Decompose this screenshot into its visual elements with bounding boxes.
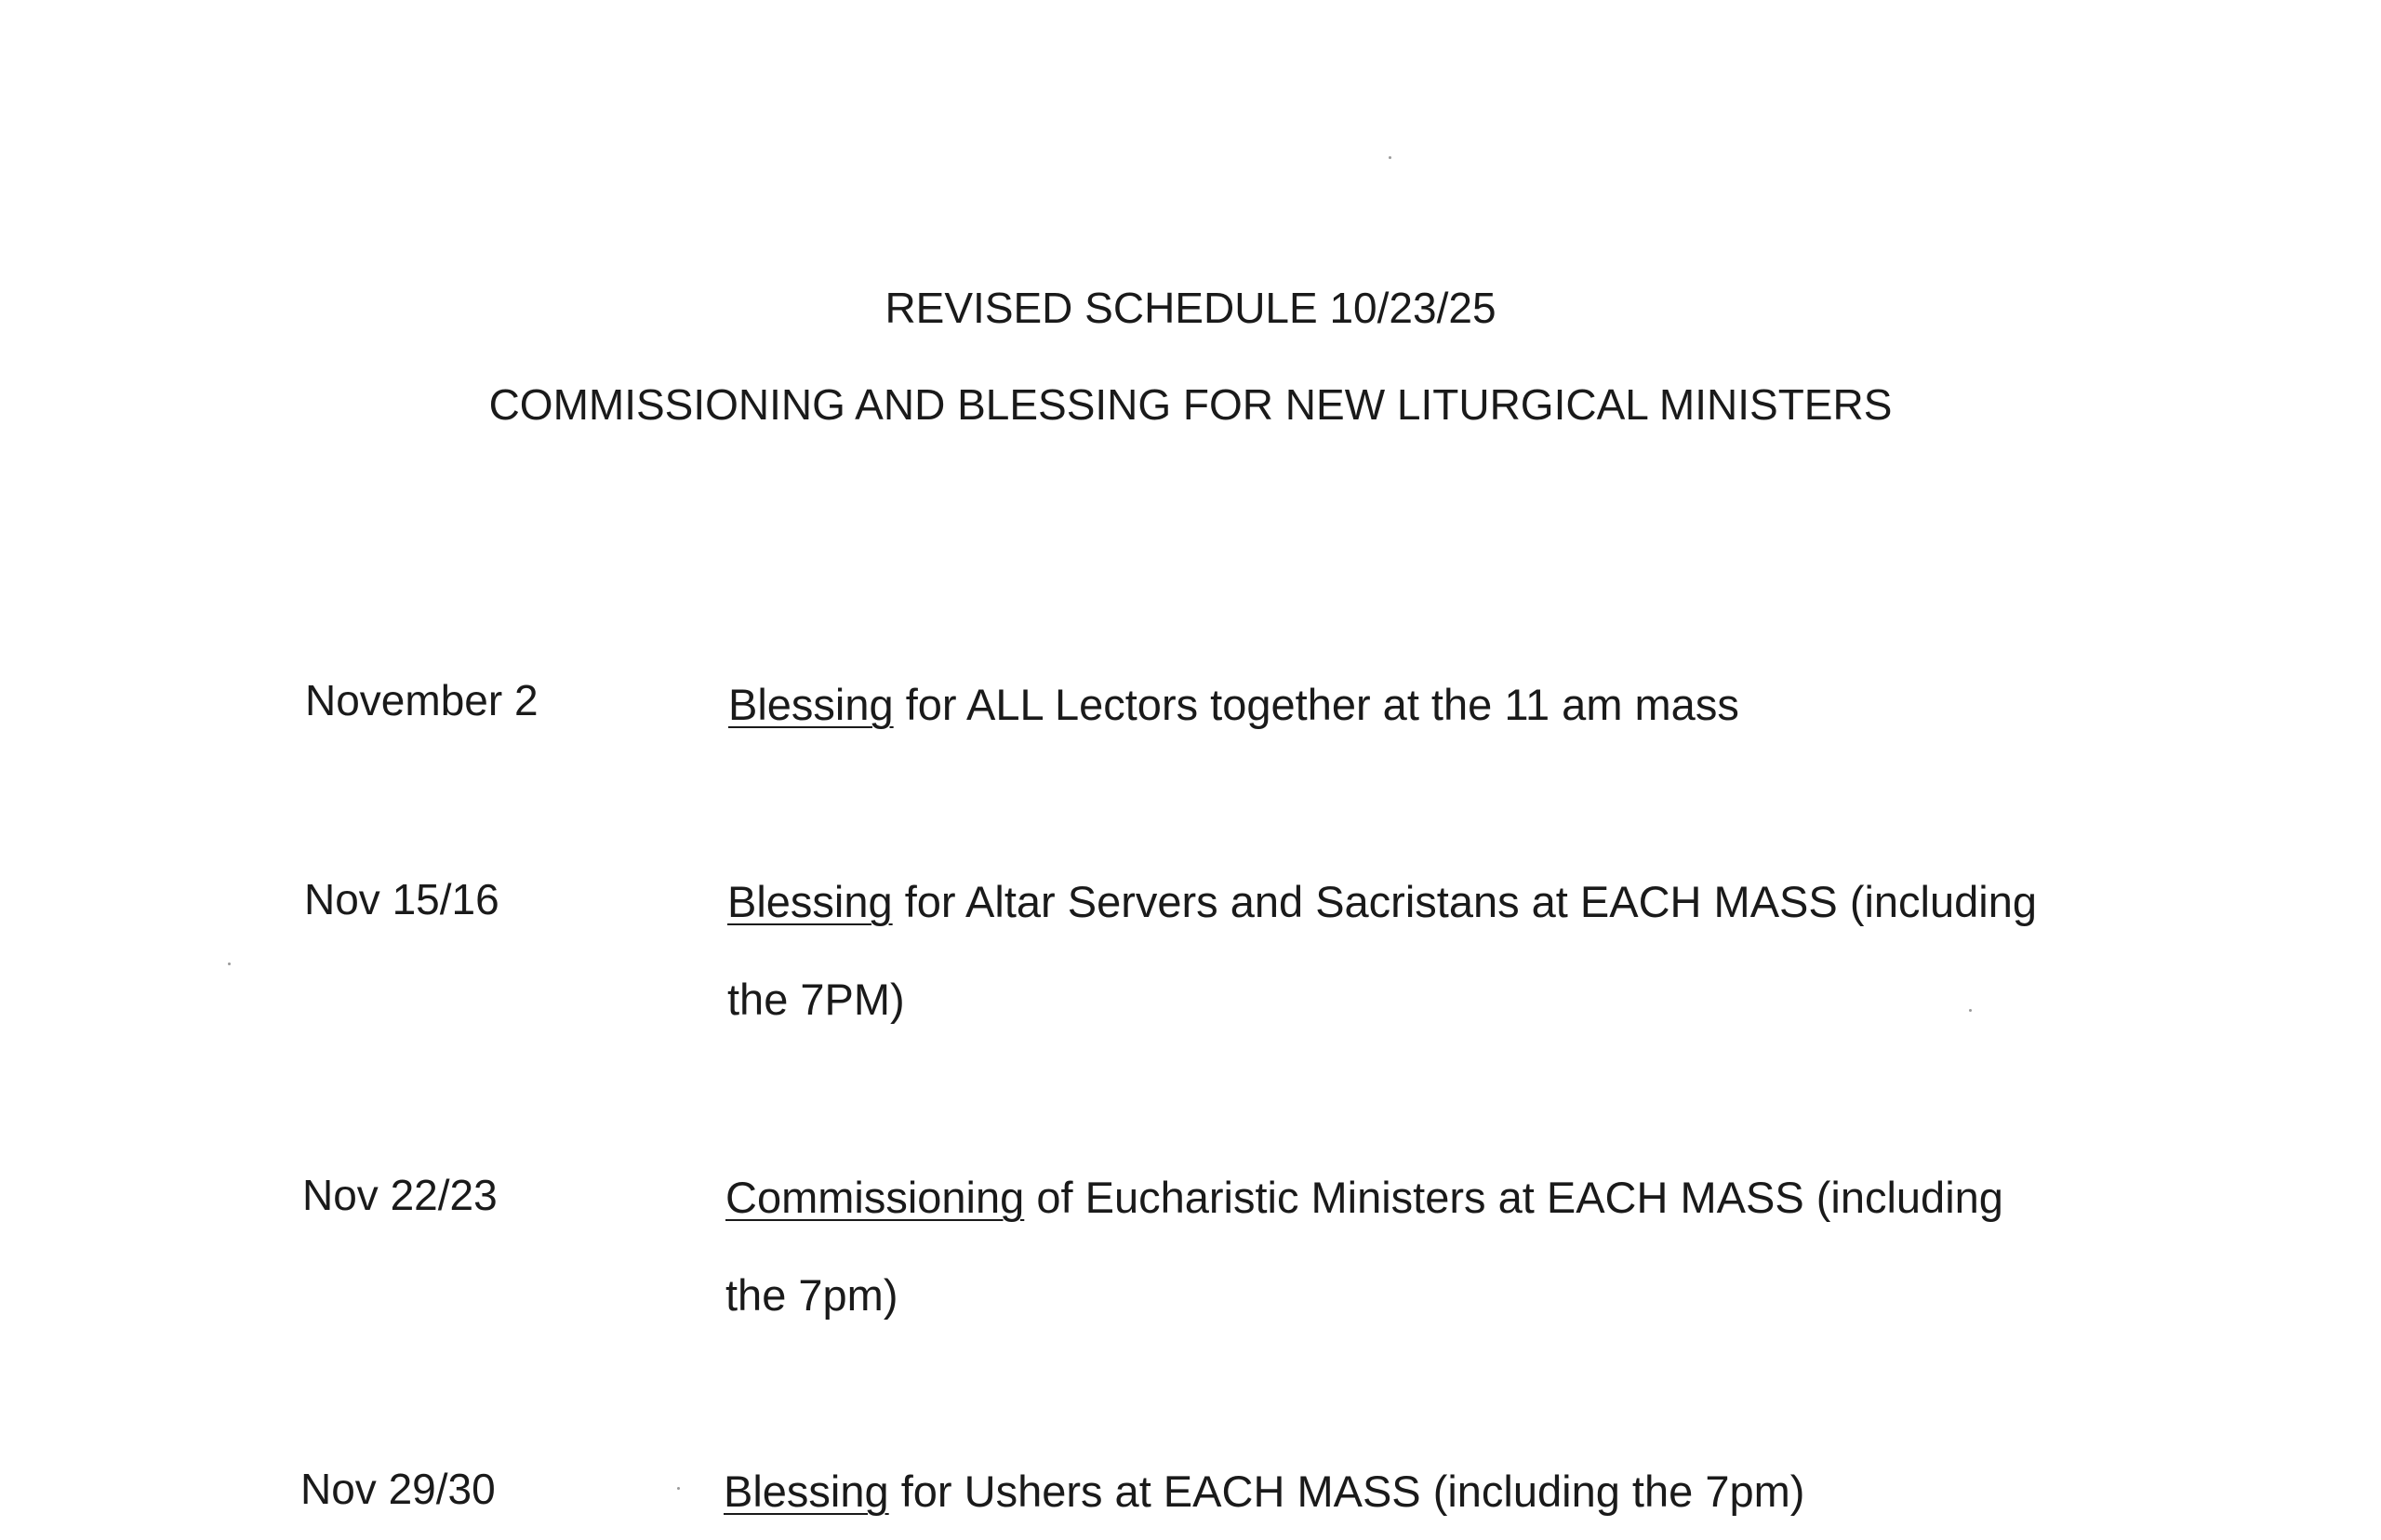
entry-description [727,853,2037,1048]
entry-text-line2: the 7pm) [725,1270,898,1320]
scan-speck [1389,156,1391,159]
scan-speck [1969,1009,1972,1012]
entry-date: Nov 22/23 [302,1171,498,1219]
entry-text-line1: for Altar Servers and Sacristans at EACH MASS (including [892,877,2037,926]
entry-text-line1: for Ushers at EACH MASS (including the 7pm) [888,1467,1805,1516]
entry-keyword: Blessing [724,1467,889,1516]
document-title: REVISED SCHEDULE 10/23/25 [885,284,1496,332]
entry-keyword: Commissioning [725,1173,1025,1222]
entry-text-line1: of Eucharistic Ministers at EACH MASS (including [1024,1173,2003,1222]
entry-date: November 2 [305,676,539,724]
entry-keyword: Blessing [728,680,894,729]
entry-text-line2: the 7PM) [727,975,905,1024]
entry-text-line1: for ALL Lectors together at the 11 am mass [893,680,1739,729]
entry-date: Nov 29/30 [300,1465,496,1513]
scan-speck [677,1487,680,1490]
entry-keyword: Blessing [727,877,893,926]
entry-description [724,1442,1804,1540]
scan-speck [228,962,231,965]
document-subtitle: COMMISSIONING AND BLESSING FOR NEW LITURGICAL MINISTERS [488,380,1893,429]
entry-description [728,656,1739,753]
entry-date: Nov 15/16 [304,875,499,923]
entry-description [725,1148,2003,1344]
